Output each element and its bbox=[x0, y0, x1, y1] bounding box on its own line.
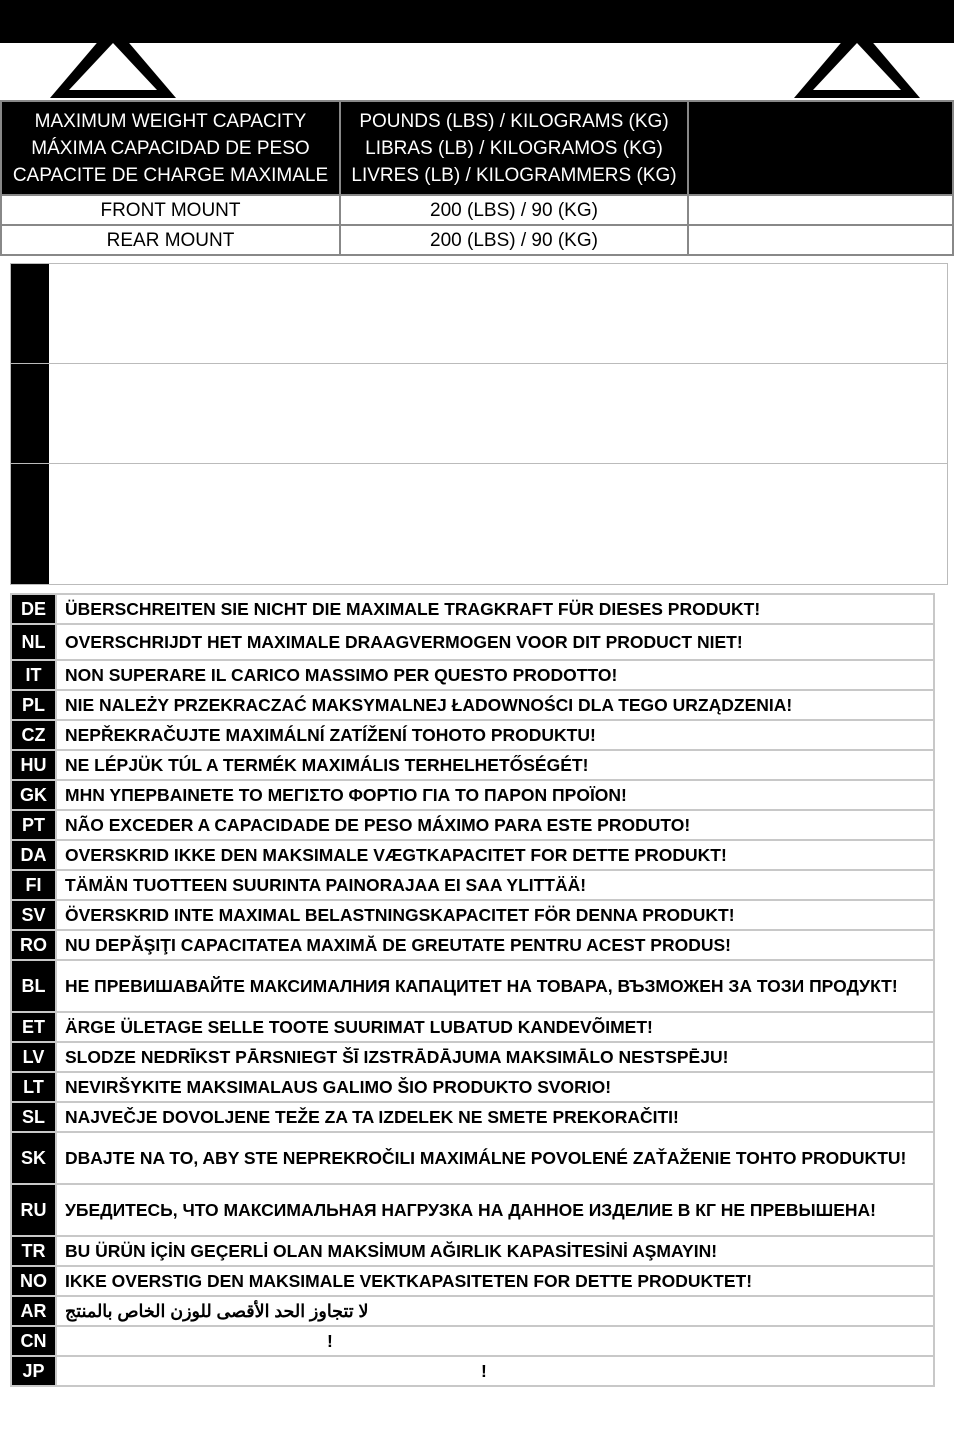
table-row bbox=[11, 1296, 934, 1326]
block-side-bar bbox=[11, 264, 49, 363]
capacity-header-label: MAXIMUM WEIGHT CAPACITY MÁXIMA CAPACIDAD DE PESO CAPACITE DE CHARGE MAXIMALE bbox=[1, 101, 340, 195]
blank-notice-blocks bbox=[10, 263, 948, 585]
weight-capacity-table bbox=[0, 100, 954, 256]
table-row bbox=[11, 1356, 934, 1386]
capacity-table-header bbox=[1, 101, 953, 195]
language-code: GK bbox=[11, 780, 56, 810]
warning-text: NIE NALEŻY PRZEKRACZAĆ MAKSYMALNEJ ŁADOWNOŚCI DLA TEGO URZĄDZENIA! bbox=[56, 690, 934, 720]
mount-value: 200 (LBS) / 90 (KG) bbox=[340, 195, 688, 225]
table-row bbox=[11, 1012, 934, 1042]
table-row bbox=[11, 810, 934, 840]
language-code: SL bbox=[11, 1102, 56, 1132]
table-row bbox=[11, 750, 934, 780]
warning-text: NON SUPERARE IL CARICO MASSIMO PER QUESTO PRODOTTO! bbox=[56, 660, 934, 690]
warning-text: DBAJTE NA TO, ABY STE NEPREKROČILI MAXIMÁLNE POVOLENÉ ZAŤAŽENIE TOHTO PRODUKTU! bbox=[56, 1132, 934, 1184]
language-code: DA bbox=[11, 840, 56, 870]
warning-text: TÄMÄN TUOTTEEN SUURINTA PAINORAJAA EI SAA YLITTÄÄ! bbox=[56, 870, 934, 900]
blank-notice-block bbox=[10, 263, 948, 363]
language-code: JP bbox=[11, 1356, 56, 1386]
language-code: CZ bbox=[11, 720, 56, 750]
warning-text: ÖVERSKRID INTE MAXIMAL BELASTNINGSKAPACITET FÖR DENNA PRODUKT! bbox=[56, 900, 934, 930]
language-code: PT bbox=[11, 810, 56, 840]
table-row bbox=[11, 870, 934, 900]
language-code: RU bbox=[11, 1184, 56, 1236]
mount-value: 200 (LBS) / 90 (KG) bbox=[340, 225, 688, 255]
table-row bbox=[11, 1326, 934, 1356]
warning-text: ! bbox=[56, 1356, 934, 1386]
table-row bbox=[1, 195, 953, 225]
language-code: IT bbox=[11, 660, 56, 690]
table-row bbox=[11, 1236, 934, 1266]
block-side-bar bbox=[11, 464, 49, 584]
table-row bbox=[11, 660, 934, 690]
warning-text: ÄRGE ÜLETAGE SELLE TOOTE SUURIMAT LUBATUD KANDEVÕIMET! bbox=[56, 1012, 934, 1042]
warning-text: IKKE OVERSTIG DEN MAKSIMALE VEKTKAPASITETEN FOR DETTE PRODUKTET! bbox=[56, 1266, 934, 1296]
table-row bbox=[11, 1132, 934, 1184]
table-row bbox=[11, 930, 934, 960]
table-row bbox=[11, 900, 934, 930]
table-row bbox=[11, 1042, 934, 1072]
table-row bbox=[11, 840, 934, 870]
language-code: LT bbox=[11, 1072, 56, 1102]
language-code: PL bbox=[11, 690, 56, 720]
blank-cell bbox=[688, 195, 953, 225]
language-code: FI bbox=[11, 870, 56, 900]
language-code: AR bbox=[11, 1296, 56, 1326]
table-row bbox=[1, 225, 953, 255]
language-code: CN bbox=[11, 1326, 56, 1356]
language-code: NO bbox=[11, 1266, 56, 1296]
language-code: SK bbox=[11, 1132, 56, 1184]
warning-text: NEVIRŠYKITE MAKSIMALAUS GALIMO ŠIO PRODUKTO SVORIO! bbox=[56, 1072, 934, 1102]
table-row bbox=[11, 1072, 934, 1102]
mount-label: FRONT MOUNT bbox=[1, 195, 340, 225]
multilingual-warning-table bbox=[10, 593, 935, 1387]
table-row bbox=[11, 690, 934, 720]
warning-text: ΜΗΝ ΥΠΕΡΒΑΙΝΕΤΕ ΤΟ ΜΕΓΙΣΤΟ ΦΟΡΤΙΟ ΓΙΑ ΤΟ ΠΑΡΟΝ ΠΡΟΪΟΝ! bbox=[56, 780, 934, 810]
language-code: BL bbox=[11, 960, 56, 1012]
warning-text: NEPŘEKRAČUJTE MAXIMÁLNÍ ZATÍŽENÍ TOHOTO PRODUKTU! bbox=[56, 720, 934, 750]
language-code: NL bbox=[11, 624, 56, 660]
language-code: DE bbox=[11, 594, 56, 624]
blank-notice-block bbox=[10, 463, 948, 585]
warning-text: OVERSKRID IKKE DEN MAKSIMALE VÆGTKAPACITET FOR DETTE PRODUKT! bbox=[56, 840, 934, 870]
language-code: RO bbox=[11, 930, 56, 960]
warning-text: NÃO EXCEDER A CAPACIDADE DE PESO MÁXIMO PARA ESTE PRODUTO! bbox=[56, 810, 934, 840]
table-row bbox=[11, 1266, 934, 1296]
table-row bbox=[11, 960, 934, 1012]
blank-notice-block bbox=[10, 363, 948, 463]
language-code: LV bbox=[11, 1042, 56, 1072]
table-row bbox=[11, 624, 934, 660]
table-row bbox=[11, 720, 934, 750]
capacity-header-blank bbox=[688, 101, 953, 195]
warning-text: ÜBERSCHREITEN SIE NICHT DIE MAXIMALE TRAGKRAFT FÜR DIESES PRODUKT! bbox=[56, 594, 934, 624]
warning-text: NE LÉPJÜK TÚL A TERMÉK MAXIMÁLIS TERHELHETŐSÉGÉT! bbox=[56, 750, 934, 780]
warning-text: BU ÜRÜN İÇİN GEÇERLİ OLAN MAKSİMUM AĞIRLIK KAPASİTESİNİ AŞMAYIN! bbox=[56, 1236, 934, 1266]
table-row bbox=[11, 1102, 934, 1132]
table-row bbox=[11, 1184, 934, 1236]
warning-text: УБЕДИТЕСЬ, ЧТО МАКСИМАЛЬНАЯ НАГРУЗКА НА ДАННОЕ ИЗДЕЛИЕ В КГ НЕ ПРЕВЫШЕНА! bbox=[56, 1184, 934, 1236]
warning-text: NU DEPĂŞIŢI CAPACITATEA MAXIMĂ DE GREUTATE PENTRU ACEST PRODUS! bbox=[56, 930, 934, 960]
block-side-bar bbox=[11, 364, 49, 463]
warning-text: SLODZE NEDRĪKST PĀRSNIEGT ŠĪ IZSTRĀDĀJUMA MAKSIMĀLO NESTSPĒJU! bbox=[56, 1042, 934, 1072]
warning-text: НЕ ПРЕВИШАВАЙТЕ МАКСИМАЛНИЯ КАПАЦИТЕТ НА ТОВАРА, ВЪЗМОЖЕН ЗА ТОЗИ ПРОДУКТ! bbox=[56, 960, 934, 1012]
language-code: TR bbox=[11, 1236, 56, 1266]
language-code: SV bbox=[11, 900, 56, 930]
language-code: ET bbox=[11, 1012, 56, 1042]
table-row bbox=[11, 594, 934, 624]
warning-text: ! bbox=[56, 1326, 934, 1356]
warning-text: OVERSCHRIJDT HET MAXIMALE DRAAGVERMOGEN VOOR DIT PRODUCT NIET! bbox=[56, 624, 934, 660]
blank-cell bbox=[688, 225, 953, 255]
mount-label: REAR MOUNT bbox=[1, 225, 340, 255]
table-row bbox=[11, 780, 934, 810]
capacity-header-units: POUNDS (LBS) / KILOGRAMS (KG) LIBRAS (LB) / KILOGRAMOS (KG) LIVRES (LB) / KILOGRAMMERS (KG) bbox=[340, 101, 688, 195]
warning-text: NAJVEČJE DOVOLJENE TEŽE ZA TA IZDELEK NE SMETE PREKORAČITI! bbox=[56, 1102, 934, 1132]
warning-text-arabic: لا تتجاوز الحد الأقصى للوزن الخاص بالمنتج bbox=[56, 1296, 934, 1326]
language-code: HU bbox=[11, 750, 56, 780]
